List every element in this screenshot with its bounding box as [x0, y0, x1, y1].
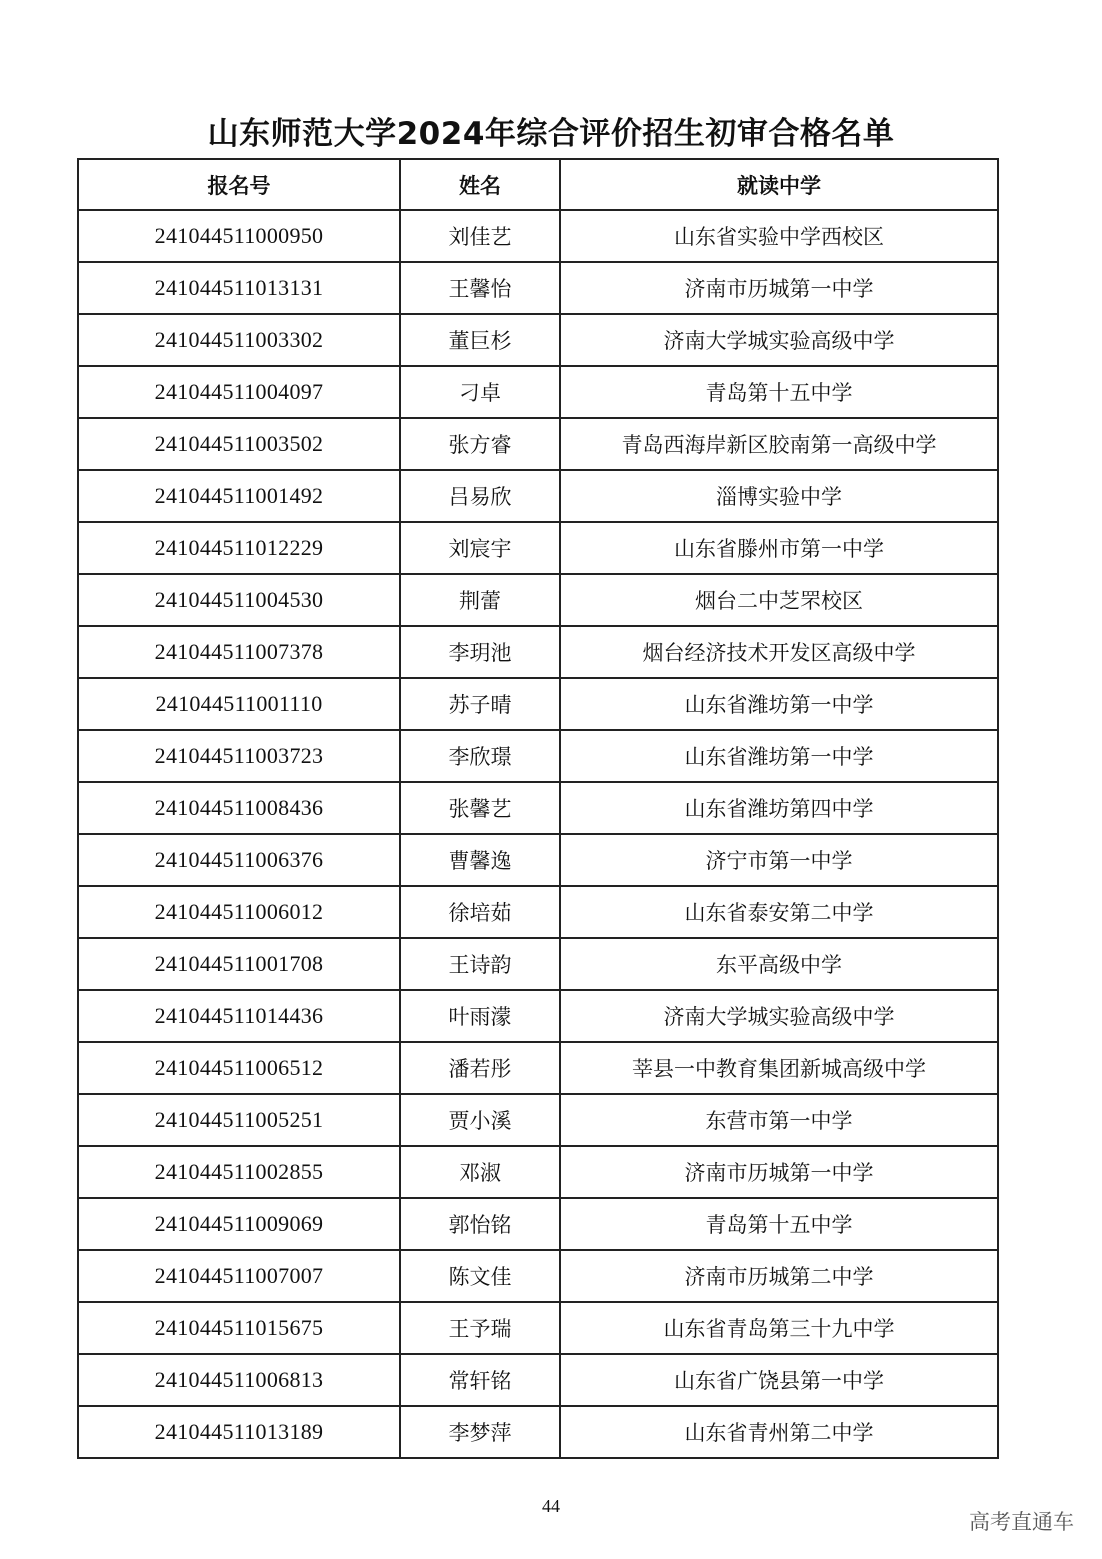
student-name-cell: 刁卓 — [400, 366, 560, 418]
student-name-cell: 叶雨濛 — [400, 990, 560, 1042]
student-name-cell: 邓淑 — [400, 1146, 560, 1198]
table-body — [78, 210, 998, 1458]
registration-number-cell: 241044511004097 — [78, 366, 400, 418]
school-name-cell: 济南市历城第二中学 — [560, 1250, 998, 1302]
registration-number-cell: 241044511013131 — [78, 262, 400, 314]
table-row — [78, 1302, 998, 1354]
registration-number-cell: 241044511012229 — [78, 522, 400, 574]
school-name-cell: 山东省潍坊第一中学 — [560, 730, 998, 782]
student-name-cell: 吕易欣 — [400, 470, 560, 522]
table-row — [78, 314, 998, 366]
registration-number-cell: 241044511006512 — [78, 1042, 400, 1094]
student-name-cell: 王诗韵 — [400, 938, 560, 990]
student-name-cell: 李玥池 — [400, 626, 560, 678]
registration-number-cell: 241044511006813 — [78, 1354, 400, 1406]
table-row — [78, 990, 998, 1042]
school-name-cell: 济宁市第一中学 — [560, 834, 998, 886]
table-row — [78, 886, 998, 938]
student-name-cell: 刘佳艺 — [400, 210, 560, 262]
registration-number-cell: 241044511002855 — [78, 1146, 400, 1198]
table-row — [78, 1250, 998, 1302]
registration-number-cell: 241044511001110 — [78, 678, 400, 730]
student-name-cell: 张馨艺 — [400, 782, 560, 834]
school-name-cell: 山东省实验中学西校区 — [560, 210, 998, 262]
registration-number-cell: 241044511000950 — [78, 210, 400, 262]
school-name-cell: 青岛第十五中学 — [560, 1198, 998, 1250]
school-name-cell: 山东省滕州市第一中学 — [560, 522, 998, 574]
registration-number-cell: 241044511013189 — [78, 1406, 400, 1458]
school-name-cell: 济南市历城第一中学 — [560, 1146, 998, 1198]
header-name: 姓名 — [400, 159, 560, 210]
school-name-cell: 山东省泰安第二中学 — [560, 886, 998, 938]
school-name-cell: 青岛西海岸新区胶南第一高级中学 — [560, 418, 998, 470]
registration-number-cell: 241044511003502 — [78, 418, 400, 470]
registration-number-cell: 241044511014436 — [78, 990, 400, 1042]
table-row — [78, 574, 998, 626]
registration-number-cell: 241044511003302 — [78, 314, 400, 366]
document-title: 山东师范大学2024年综合评价招生初审合格名单 — [207, 116, 895, 152]
student-name-cell: 常轩铭 — [400, 1354, 560, 1406]
table-row — [78, 626, 998, 678]
registration-number-cell: 241044511015675 — [78, 1302, 400, 1354]
table-header-row — [78, 159, 998, 210]
student-name-cell: 荆蕾 — [400, 574, 560, 626]
student-name-cell: 董巨杉 — [400, 314, 560, 366]
student-name-cell: 李梦萍 — [400, 1406, 560, 1458]
student-name-cell: 张方睿 — [400, 418, 560, 470]
table-row — [78, 938, 998, 990]
student-name-cell: 曹馨逸 — [400, 834, 560, 886]
student-name-cell: 贾小溪 — [400, 1094, 560, 1146]
table-row — [78, 470, 998, 522]
header-registration-number: 报名号 — [78, 159, 400, 210]
registration-number-cell: 241044511001708 — [78, 938, 400, 990]
school-name-cell: 济南大学城实验高级中学 — [560, 990, 998, 1042]
student-name-cell: 王馨怡 — [400, 262, 560, 314]
school-name-cell: 烟台经济技术开发区高级中学 — [560, 626, 998, 678]
student-name-cell: 刘宸宇 — [400, 522, 560, 574]
school-name-cell: 青岛第十五中学 — [560, 366, 998, 418]
registration-number-cell: 241044511007378 — [78, 626, 400, 678]
registration-number-cell: 241044511001492 — [78, 470, 400, 522]
registration-number-cell: 241044511004530 — [78, 574, 400, 626]
school-name-cell: 济南市历城第一中学 — [560, 262, 998, 314]
registration-number-cell: 241044511006012 — [78, 886, 400, 938]
school-name-cell: 淄博实验中学 — [560, 470, 998, 522]
table-row — [78, 522, 998, 574]
table-row — [78, 210, 998, 262]
registration-number-cell: 241044511006376 — [78, 834, 400, 886]
table-row — [78, 1198, 998, 1250]
table-row — [78, 1146, 998, 1198]
school-name-cell: 济南大学城实验高级中学 — [560, 314, 998, 366]
table-row — [78, 1406, 998, 1458]
school-name-cell: 山东省潍坊第四中学 — [560, 782, 998, 834]
school-name-cell: 莘县一中教育集团新城高级中学 — [560, 1042, 998, 1094]
school-name-cell: 山东省青岛第三十九中学 — [560, 1302, 998, 1354]
table-row — [78, 782, 998, 834]
table-row — [78, 678, 998, 730]
school-name-cell: 东平高级中学 — [560, 938, 998, 990]
student-name-cell: 郭怡铭 — [400, 1198, 560, 1250]
school-name-cell: 山东省广饶县第一中学 — [560, 1354, 998, 1406]
registration-number-cell: 241044511008436 — [78, 782, 400, 834]
header-school: 就读中学 — [560, 159, 998, 210]
table-row — [78, 1354, 998, 1406]
student-name-cell: 陈文佳 — [400, 1250, 560, 1302]
page-number: 44 — [542, 1496, 560, 1516]
student-name-cell: 徐培茹 — [400, 886, 560, 938]
watermark: 高考直通车 — [969, 1510, 1074, 1534]
registration-number-cell: 241044511007007 — [78, 1250, 400, 1302]
table-row — [78, 1094, 998, 1146]
registration-number-cell: 241044511003723 — [78, 730, 400, 782]
student-name-cell: 潘若彤 — [400, 1042, 560, 1094]
student-name-cell: 李欣璟 — [400, 730, 560, 782]
school-name-cell: 山东省青州第二中学 — [560, 1406, 998, 1458]
school-name-cell: 东营市第一中学 — [560, 1094, 998, 1146]
student-name-cell: 王予瑞 — [400, 1302, 560, 1354]
table-row — [78, 730, 998, 782]
table-row — [78, 366, 998, 418]
admission-list-table — [77, 158, 999, 1459]
table-row — [78, 262, 998, 314]
table-row — [78, 1042, 998, 1094]
registration-number-cell: 241044511009069 — [78, 1198, 400, 1250]
student-name-cell: 苏子晴 — [400, 678, 560, 730]
school-name-cell: 烟台二中芝罘校区 — [560, 574, 998, 626]
table-row — [78, 834, 998, 886]
school-name-cell: 山东省潍坊第一中学 — [560, 678, 998, 730]
registration-number-cell: 241044511005251 — [78, 1094, 400, 1146]
table-row — [78, 418, 998, 470]
